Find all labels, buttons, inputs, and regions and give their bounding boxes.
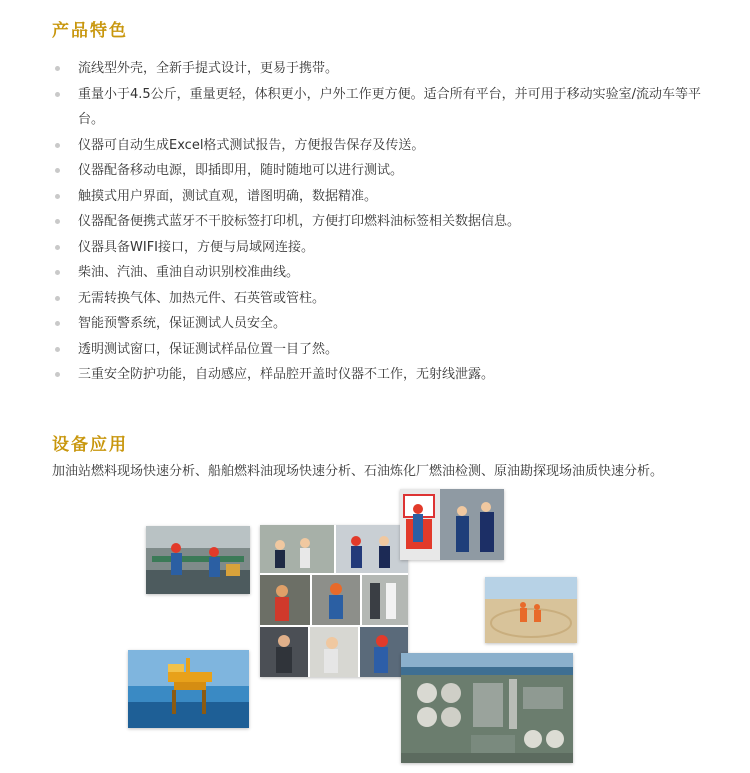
offshore-platform-photo [128, 650, 249, 728]
feature-item: 智能预警系统，保证测试人员安全。 [52, 311, 702, 337]
bullet-icon [55, 92, 60, 97]
feature-item: 无需转换气体、加热元件、石英管或管柱。 [52, 286, 702, 312]
refinery-aerial-photo [401, 653, 573, 763]
feature-item: 仪器配备便携式蓝牙不干胶标签打印机，方便打印燃料油标签相关数据信息。 [52, 209, 702, 235]
feature-item: 流线型外壳，全新手提式设计，更易于携带。 [52, 56, 702, 82]
gas-station-inspection-photo [400, 489, 504, 560]
bullet-icon [55, 194, 60, 199]
bullet-icon [55, 296, 60, 301]
applications-heading: 设备应用 [52, 435, 128, 455]
bullet-icon [55, 66, 60, 71]
field-testing-collage-photo [260, 525, 408, 677]
feature-item: 触摸式用户界面，测试直观，谱图明确，数据精准。 [52, 184, 702, 210]
feature-item: 仪器配备移动电源，即插即用，随时随地可以进行测试。 [52, 158, 702, 184]
feature-item: 三重安全防护功能，自动感应，样品腔开盖时仪器不工作，无射线泄露。 [52, 362, 702, 388]
bullet-icon [55, 143, 60, 148]
features-list [52, 56, 702, 388]
feature-item: 重量小于4.5公斤，重量更轻，体积更小，户外工作更方便。适合所有平台，并可用于移动实验室/流动车等平台。 [52, 82, 702, 133]
feature-item: 透明测试窗口，保证测试样品位置一目了然。 [52, 337, 702, 363]
feature-item: 柴油、汽油、重油自动识别校准曲线。 [52, 260, 702, 286]
bullet-icon [55, 372, 60, 377]
bullet-icon [55, 168, 60, 173]
feature-item: 仪器可自动生成Excel格式测试报告，方便报告保存及传送。 [52, 133, 702, 159]
features-heading: 产品特色 [52, 21, 128, 41]
ship-fuel-sampling-photo [146, 526, 250, 594]
bullet-icon [55, 321, 60, 326]
bullet-icon [55, 270, 60, 275]
bullet-icon [55, 347, 60, 352]
bullet-icon [55, 219, 60, 224]
feature-item: 仪器具备WIFI接口，方便与局域网连接。 [52, 235, 702, 261]
bullet-icon [55, 245, 60, 250]
desert-oilfield-photo [485, 577, 577, 643]
applications-text: 加油站燃料现场快速分析、船舶燃料油现场快速分析、石油炼化厂燃油检测、原油勘探现场油质快速分析。 [52, 464, 664, 479]
